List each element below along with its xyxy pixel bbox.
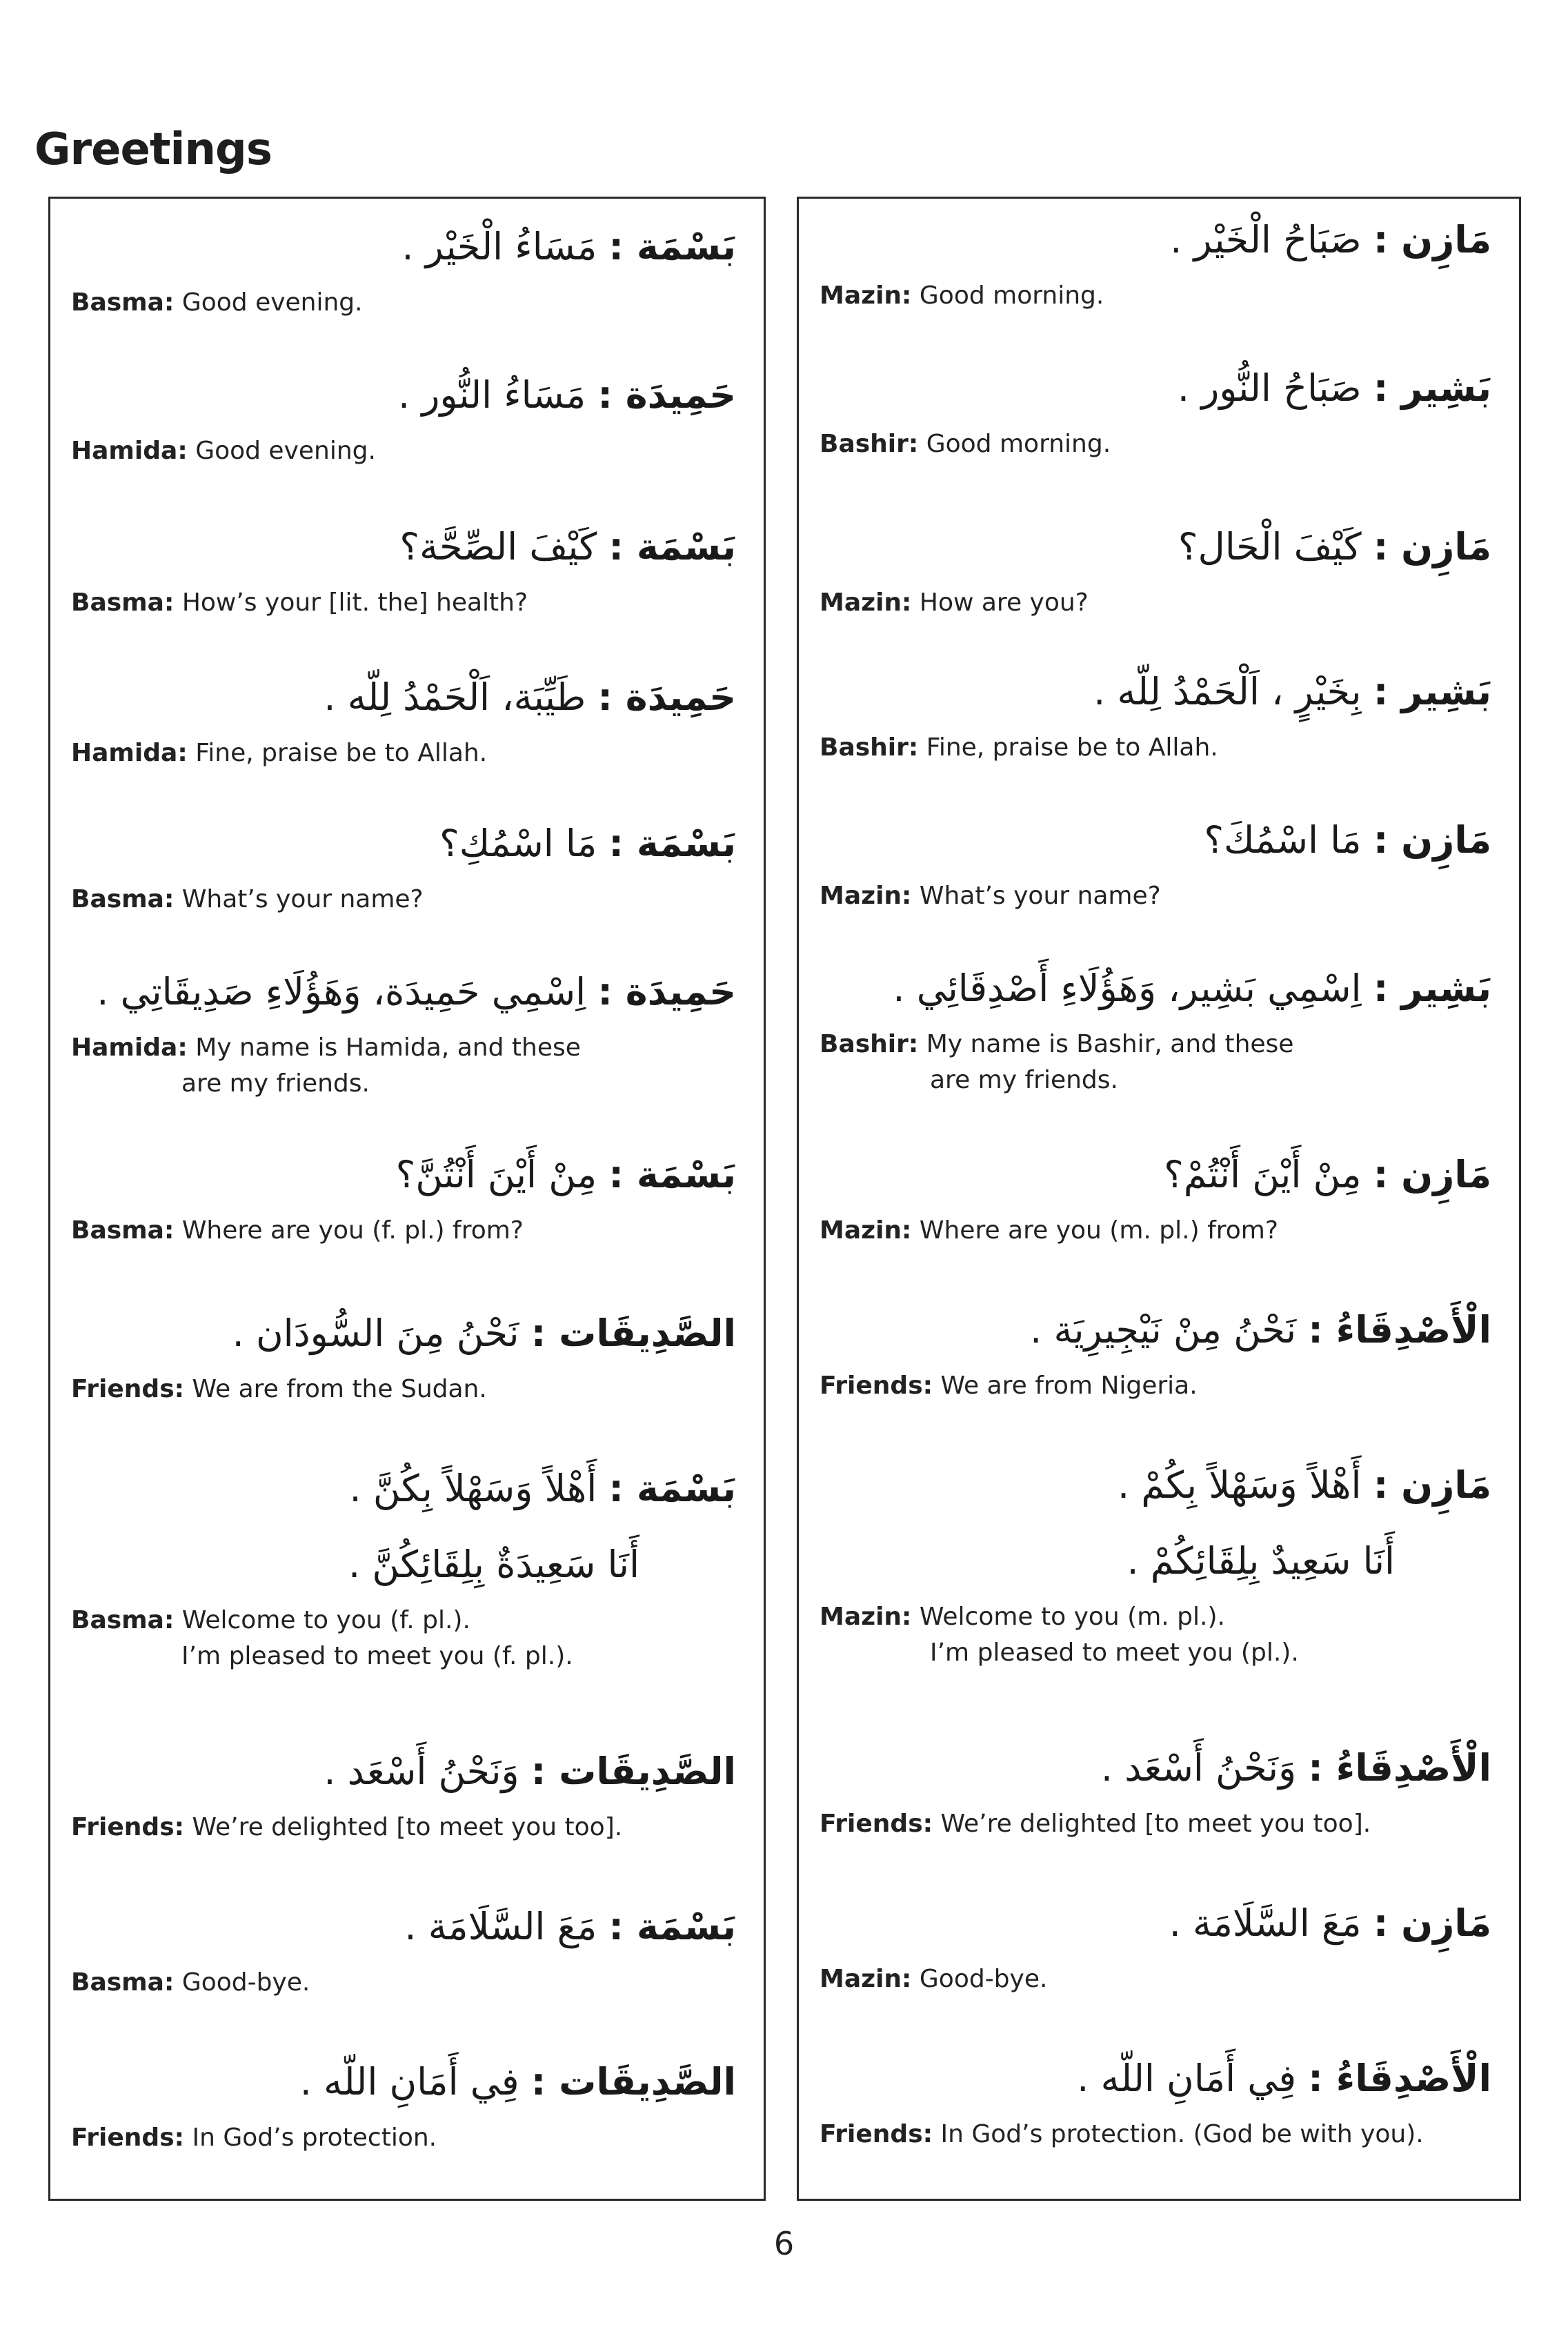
english-speaker: Bashir: [820, 1030, 919, 1058]
english-line [50, 735, 764, 771]
dialogue-entry [799, 357, 1519, 462]
english-line [799, 730, 1519, 766]
arabic-line [50, 364, 764, 426]
dialogue-entry [799, 661, 1519, 766]
arabic-line [799, 1737, 1519, 1799]
english-speaker: Basma: [71, 288, 175, 317]
arabic-line-continued: أَنَا سَعِيدَةٌ بِلِقَائِكُنَّ . [348, 1543, 639, 1586]
arabic-line [50, 1303, 764, 1365]
dialogue-entry [799, 809, 1519, 914]
english-speaker: Mazin: [820, 1216, 912, 1245]
dialogue-entry [799, 516, 1519, 621]
arabic-speaker: الصَّدِيقَات : [530, 1312, 736, 1355]
arabic-text: وَنَحْنُ أَسْعَد . [1100, 1746, 1297, 1790]
arabic-text: مَسَاءُ النُّور . [398, 373, 586, 417]
arabic-text: صَبَاحُ النُّور . [1177, 366, 1362, 410]
english-text: Good evening. [181, 288, 363, 317]
arabic-speaker: مَازِن : [1373, 1153, 1491, 1196]
english-speaker: Basma: [71, 1216, 175, 1245]
english-speaker: Friends: [71, 1813, 185, 1841]
arabic-speaker: مَازِن : [1373, 218, 1491, 261]
arabic-text: مِنْ أَيْنَ أَنْتُنَّ؟ [395, 1153, 597, 1196]
english-text: What’s your name? [181, 885, 424, 913]
arabic-speaker: بَسْمَة : [608, 822, 736, 865]
english-line [799, 585, 1519, 621]
arabic-text: مَا اسْمُكَ؟ [1204, 818, 1362, 862]
arabic-line [799, 2048, 1519, 2110]
arabic-speaker: الصَّدِيقَات : [530, 1750, 736, 1793]
arabic-speaker: حَمِيدَة : [597, 373, 736, 417]
english-line [50, 1810, 764, 1846]
english-speaker: Basma: [71, 588, 175, 617]
arabic-text: بِخَيْرٍ ، اَلْحَمْدُ لِلّه . [1093, 670, 1362, 713]
arabic-speaker: الْأَصْدِقَاءُ : [1308, 1746, 1491, 1790]
english-speaker: Mazin: [820, 882, 912, 910]
arabic-text: كَيْفَ الْحَال؟ [1178, 525, 1362, 568]
english-speaker: Hamida: [71, 437, 188, 465]
arabic-text: أَهْلاً وَسَهْلاً بِكُمْ . [1117, 1463, 1362, 1507]
arabic-line [50, 666, 764, 729]
arabic-speaker: مَازِن : [1373, 818, 1491, 862]
dialogue-entry [50, 666, 764, 771]
english-text: How’s your [lit. the] health? [181, 588, 528, 617]
dialogue-entry [50, 961, 764, 1102]
dialogue-entry [50, 1144, 764, 1249]
arabic-speaker: حَمِيدَة : [597, 970, 736, 1013]
arabic-speaker: بَشِير : [1373, 670, 1491, 713]
dialogue-entry [50, 1896, 764, 2001]
arabic-line [799, 958, 1519, 1020]
english-line [50, 882, 764, 918]
english-text-continued: are my friends. [930, 1066, 1118, 1094]
arabic-line [799, 357, 1519, 419]
english-text: Fine, praise be to Allah. [195, 739, 488, 767]
english-line [799, 426, 1519, 462]
english-line [799, 1213, 1519, 1249]
english-text-continued: are my friends. [181, 1069, 370, 1098]
arabic-line [50, 2051, 764, 2113]
arabic-text: مَعَ السَّلَامَة . [404, 1905, 597, 1948]
arabic-line [50, 961, 764, 1023]
arabic-line [50, 1144, 764, 1206]
english-text-continued: I’m pleased to meet you (f. pl.). [181, 1642, 573, 1670]
arabic-speaker: حَمِيدَة : [597, 675, 736, 719]
dialogue-box-right [797, 197, 1521, 2201]
english-text-continued: I’m pleased to meet you (pl.). [930, 1639, 1299, 1667]
english-speaker: Basma: [71, 885, 175, 913]
dialogue-entry [50, 1741, 764, 1846]
arabic-text: مِنْ أَيْنَ أَنْتُمْ؟ [1164, 1153, 1362, 1196]
english-speaker: Mazin: [820, 281, 912, 310]
arabic-speaker: بَسْمَة : [608, 1467, 736, 1510]
english-line [50, 1965, 764, 2001]
english-line [50, 1603, 764, 1674]
page-number: 6 [773, 2225, 795, 2262]
dialogue-entry [799, 1454, 1519, 1671]
english-speaker: Friends: [820, 2120, 933, 2148]
english-line [799, 1599, 1519, 1671]
english-line [799, 1368, 1519, 1404]
arabic-speaker: بَشِير : [1373, 967, 1491, 1010]
english-text: Good evening. [195, 437, 376, 465]
arabic-line [799, 661, 1519, 723]
english-line [50, 285, 764, 321]
english-line [50, 585, 764, 621]
english-text: Welcome to you (f. pl.). [181, 1606, 470, 1634]
english-text: In God’s protection. [192, 2124, 437, 2152]
arabic-line [799, 809, 1519, 871]
english-speaker: Hamida: [71, 1033, 188, 1062]
arabic-line [799, 1144, 1519, 1206]
english-line [799, 1961, 1519, 1997]
dialogue-entry [50, 216, 764, 321]
arabic-speaker: مَازِن : [1373, 1463, 1491, 1507]
english-text: Good-bye. [181, 1968, 310, 1997]
english-text: Good morning. [919, 281, 1104, 310]
arabic-speaker: الْأَصْدِقَاءُ : [1308, 1308, 1491, 1352]
arabic-text: أَهْلاً وَسَهْلاً بِكُنَّ . [349, 1467, 597, 1510]
dialogue-entry [799, 1299, 1519, 1404]
dialogue-entry [799, 958, 1519, 1098]
english-line [50, 433, 764, 469]
arabic-text: اِسْمِي بَشِير، وَهَؤُلَاءِ أَصْدِقَائِي . [893, 967, 1362, 1010]
english-speaker: Bashir: [820, 733, 919, 762]
arabic-speaker: بَشِير : [1373, 366, 1491, 410]
english-line [50, 1213, 764, 1249]
arabic-speaker: مَازِن : [1373, 525, 1491, 568]
dialogue-entry [799, 2048, 1519, 2153]
arabic-text: فِي أَمَانِ اللّه . [299, 2060, 519, 2104]
english-line [799, 1027, 1519, 1098]
arabic-line [799, 1892, 1519, 1955]
english-speaker: Friends: [820, 1372, 933, 1400]
english-speaker: Mazin: [820, 588, 912, 617]
english-text: How are you? [919, 588, 1089, 617]
english-text: Fine, praise be to Allah. [926, 733, 1218, 762]
english-text: We’re delighted [to meet you too]. [192, 1813, 623, 1841]
page-title: Greetings [34, 124, 272, 175]
english-text: Good morning. [926, 430, 1111, 458]
arabic-line-continued: أَنَا سَعِيدٌ بِلِقَائِكُمْ . [1127, 1539, 1395, 1583]
arabic-text: صَبَاحُ الْخَيْر . [1170, 218, 1362, 261]
arabic-text: فِي أَمَانِ اللّه . [1077, 2057, 1297, 2100]
english-text: My name is Bashir, and these [926, 1030, 1294, 1058]
english-text: We are from Nigeria. [940, 1372, 1198, 1400]
arabic-line [799, 516, 1519, 578]
arabic-text: مَسَاءُ الْخَيْر . [401, 225, 597, 268]
dialogue-box-left [48, 197, 766, 2201]
english-speaker: Friends: [71, 1375, 185, 1403]
arabic-speaker: الْأَصْدِقَاءُ : [1308, 2057, 1491, 2100]
english-speaker: Basma: [71, 1968, 175, 1997]
dialogue-entry [50, 2051, 764, 2156]
english-text: In God’s protection. (God be with you). [940, 2120, 1424, 2148]
english-line [799, 878, 1519, 914]
arabic-line [50, 216, 764, 278]
english-speaker: Hamida: [71, 739, 188, 767]
arabic-line [799, 1299, 1519, 1361]
arabic-line [50, 1458, 764, 1520]
arabic-line [50, 813, 764, 875]
arabic-text: نَحْنُ مِنْ نَيْجِيرِيَة . [1030, 1308, 1297, 1352]
arabic-speaker: الصَّدِيقَات : [530, 2060, 736, 2104]
english-speaker: Friends: [71, 2124, 185, 2152]
arabic-line [50, 516, 764, 578]
english-line [799, 278, 1519, 314]
arabic-text: كَيْفَ الصِّحَّة؟ [399, 525, 597, 568]
dialogue-entry [50, 1458, 764, 1674]
arabic-text: وَنَحْنُ أَسْعَد . [324, 1750, 519, 1793]
english-speaker: Friends: [820, 1810, 933, 1838]
english-text: We’re delighted [to meet you too]. [940, 1810, 1371, 1838]
dialogue-entry [50, 813, 764, 918]
english-text: Good-bye. [919, 1965, 1048, 1993]
arabic-line [799, 209, 1519, 271]
english-text: Where are you (m. pl.) from? [919, 1216, 1278, 1245]
english-line [50, 2120, 764, 2156]
english-line [50, 1372, 764, 1407]
dialogue-entry [799, 1144, 1519, 1249]
arabic-line [50, 1741, 764, 1803]
arabic-speaker: مَازِن : [1373, 1901, 1491, 1945]
arabic-text: مَعَ السَّلَامَة . [1169, 1901, 1362, 1945]
arabic-text: نَحْنُ مِنَ السُّودَان . [232, 1312, 519, 1355]
dialogue-entry [799, 209, 1519, 314]
english-line [799, 1806, 1519, 1842]
dialogue-entry [50, 1303, 764, 1407]
arabic-text: اِسْمِي حَمِيدَة، وَهَؤُلَاءِ صَدِيقَاتِي . [97, 970, 586, 1013]
english-text: We are from the Sudan. [192, 1375, 487, 1403]
dialogue-entry [799, 1737, 1519, 1842]
dialogue-entry [799, 1892, 1519, 1997]
english-line [50, 1030, 764, 1102]
arabic-text: مَا اسْمُكِ؟ [439, 822, 597, 865]
dialogue-entry [50, 364, 764, 469]
arabic-speaker: بَسْمَة : [608, 225, 736, 268]
arabic-line [50, 1896, 764, 1958]
arabic-speaker: بَسْمَة : [608, 1153, 736, 1196]
english-text: What’s your name? [919, 882, 1161, 910]
english-speaker: Mazin: [820, 1965, 912, 1993]
arabic-speaker: بَسْمَة : [608, 525, 736, 568]
english-line [799, 2117, 1519, 2153]
dialogue-entry [50, 516, 764, 621]
arabic-text: طَيِّبَة، اَلْحَمْدُ لِلّه . [324, 675, 586, 719]
english-text: My name is Hamida, and these [195, 1033, 581, 1062]
english-speaker: Basma: [71, 1606, 175, 1634]
english-text: Where are you (f. pl.) from? [181, 1216, 524, 1245]
english-text: Welcome to you (m. pl.). [919, 1603, 1225, 1631]
english-speaker: Mazin: [820, 1603, 912, 1631]
arabic-speaker: بَسْمَة : [608, 1905, 736, 1948]
english-speaker: Bashir: [820, 430, 919, 458]
arabic-line [799, 1454, 1519, 1516]
